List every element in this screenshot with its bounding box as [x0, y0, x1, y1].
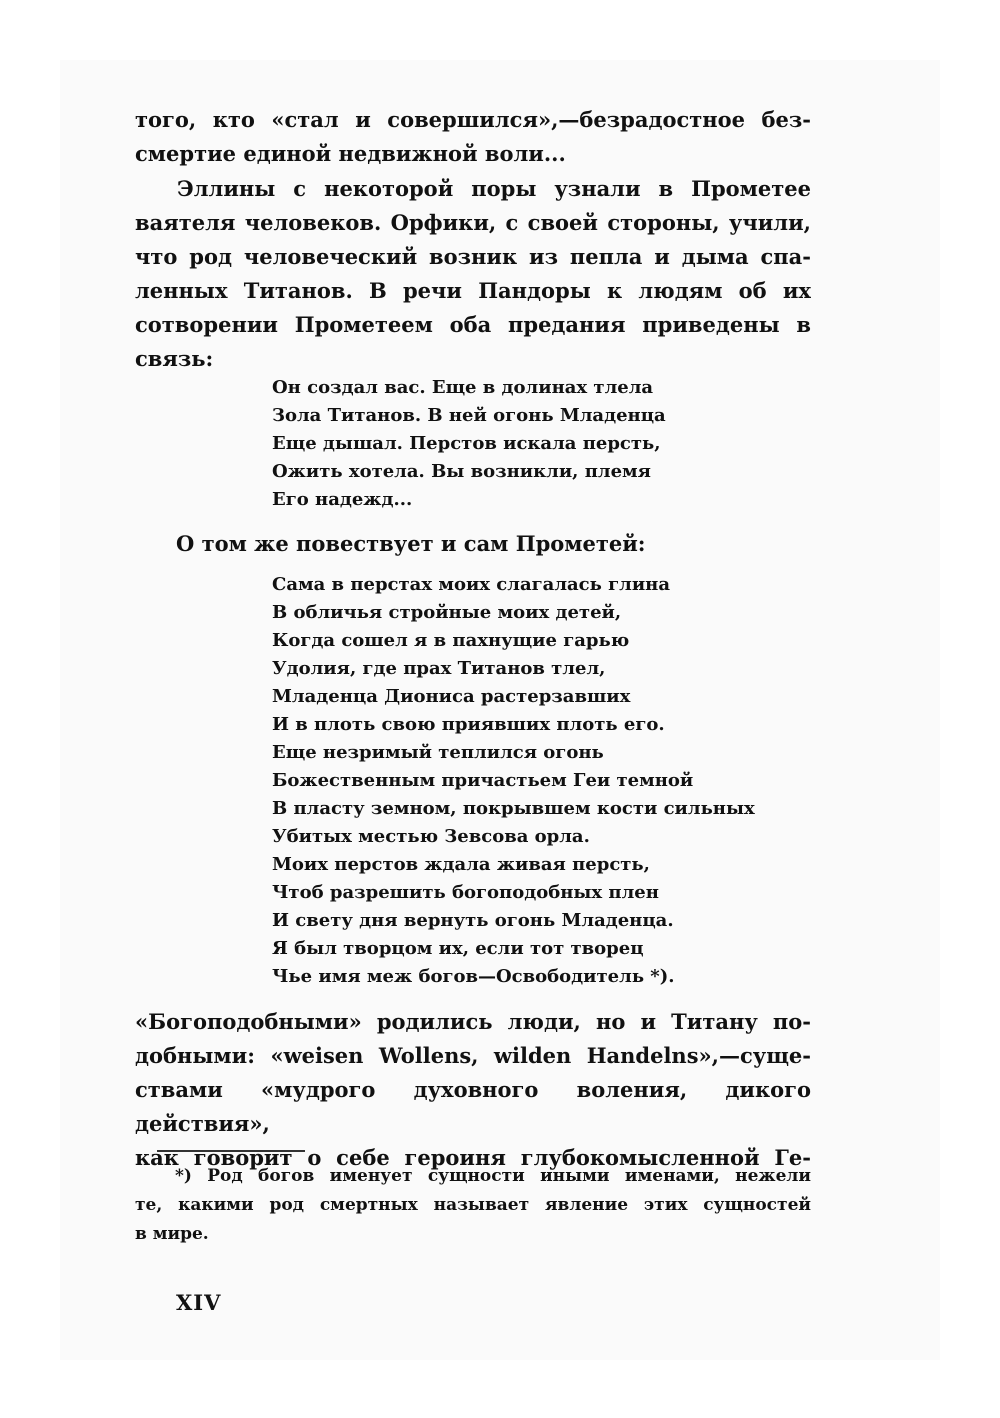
verse-line: Чтоб разрешить богоподобных плен — [272, 882, 659, 903]
verse-line: В обличья стройные моих детей, — [272, 602, 622, 623]
verse-line: Убитых местью Зевсова орла. — [272, 826, 590, 847]
text-line: что род человеческий возник из пепла и дыма спа- — [135, 244, 811, 269]
verse-line: В пласту земном, покрывшем кости сильных — [272, 798, 755, 819]
verse-line: Еще незримый теплился огонь — [272, 742, 604, 763]
text-line: ваятеля человеков. Орфики, с своей стороны, учили, — [135, 210, 811, 235]
text-line: Эллины с некоторой поры узнали в Прометее — [177, 176, 811, 201]
text-line: сотворении Прометеем оба предания приведены в — [135, 312, 811, 337]
verse-2 — [272, 571, 792, 991]
footnote-line: *) Род богов именует сущности иными именами, нежели — [175, 1166, 811, 1186]
verse-line: Моих перстов ждала живая персть, — [272, 854, 650, 875]
verse-line: И в плоть свою приявших плоть его. — [272, 714, 665, 735]
text-line: того, кто «стал и совершился»,—безрадостное без- — [135, 107, 811, 132]
footnote-line: те, какими род смертных называет явление этих сущностей — [135, 1195, 811, 1215]
verse-line: Ожить хотела. Вы возникли, племя — [272, 461, 651, 482]
paragraph-2 — [135, 172, 811, 376]
footnote-divider — [157, 1150, 305, 1152]
verse-2-intro: О том же повествует и сам Прометей: — [176, 531, 646, 556]
text-line: как говорит о себе героиня глубокомысленной Ге- — [135, 1145, 811, 1170]
verse-line: Он создал вас. Еще в долинах тлела — [272, 377, 654, 398]
paragraph-1 — [135, 103, 811, 171]
verse-line: Младенца Диониса растерзавших — [272, 686, 631, 707]
verse-line: Чье имя меж богов—Освободитель *). — [272, 966, 675, 987]
text-line: связь: — [135, 346, 214, 371]
text-line: смертие единой недвижной воли... — [135, 141, 566, 166]
verse-line: Его надежд... — [272, 489, 413, 510]
verse-1 — [272, 374, 792, 514]
verse-line: Удолия, где прах Титанов тлел, — [272, 658, 606, 679]
verse-line: Я был творцом их, если тот творец — [272, 938, 644, 959]
verse-line: Сама в перстах моих слагалась глина — [272, 574, 671, 595]
text-line: добными: «weisen Wollens, wilden Handelns»,—суще- — [135, 1043, 811, 1068]
footnote — [135, 1162, 811, 1249]
text-line: ствами «мудрого духовного воления, дикого действия», — [135, 1077, 811, 1136]
verse-line: Еще дышал. Перстов искала персть, — [272, 433, 661, 454]
page-number: XIV — [176, 1290, 222, 1315]
verse-line: Божественным причастьем Геи темной — [272, 770, 694, 791]
text-line: ленных Титанов. В речи Пандоры к людям об их — [135, 278, 811, 303]
verse-line: И свету дня вернуть огонь Младенца. — [272, 910, 674, 931]
text-line: «Богоподобными» родились люди, но и Титану по- — [135, 1009, 811, 1034]
footnote-line: в мире. — [135, 1224, 209, 1244]
verse-line: Когда сошел я в пахнущие гарью — [272, 630, 630, 651]
verse-line: Зола Титанов. В ней огонь Младенца — [272, 405, 666, 426]
